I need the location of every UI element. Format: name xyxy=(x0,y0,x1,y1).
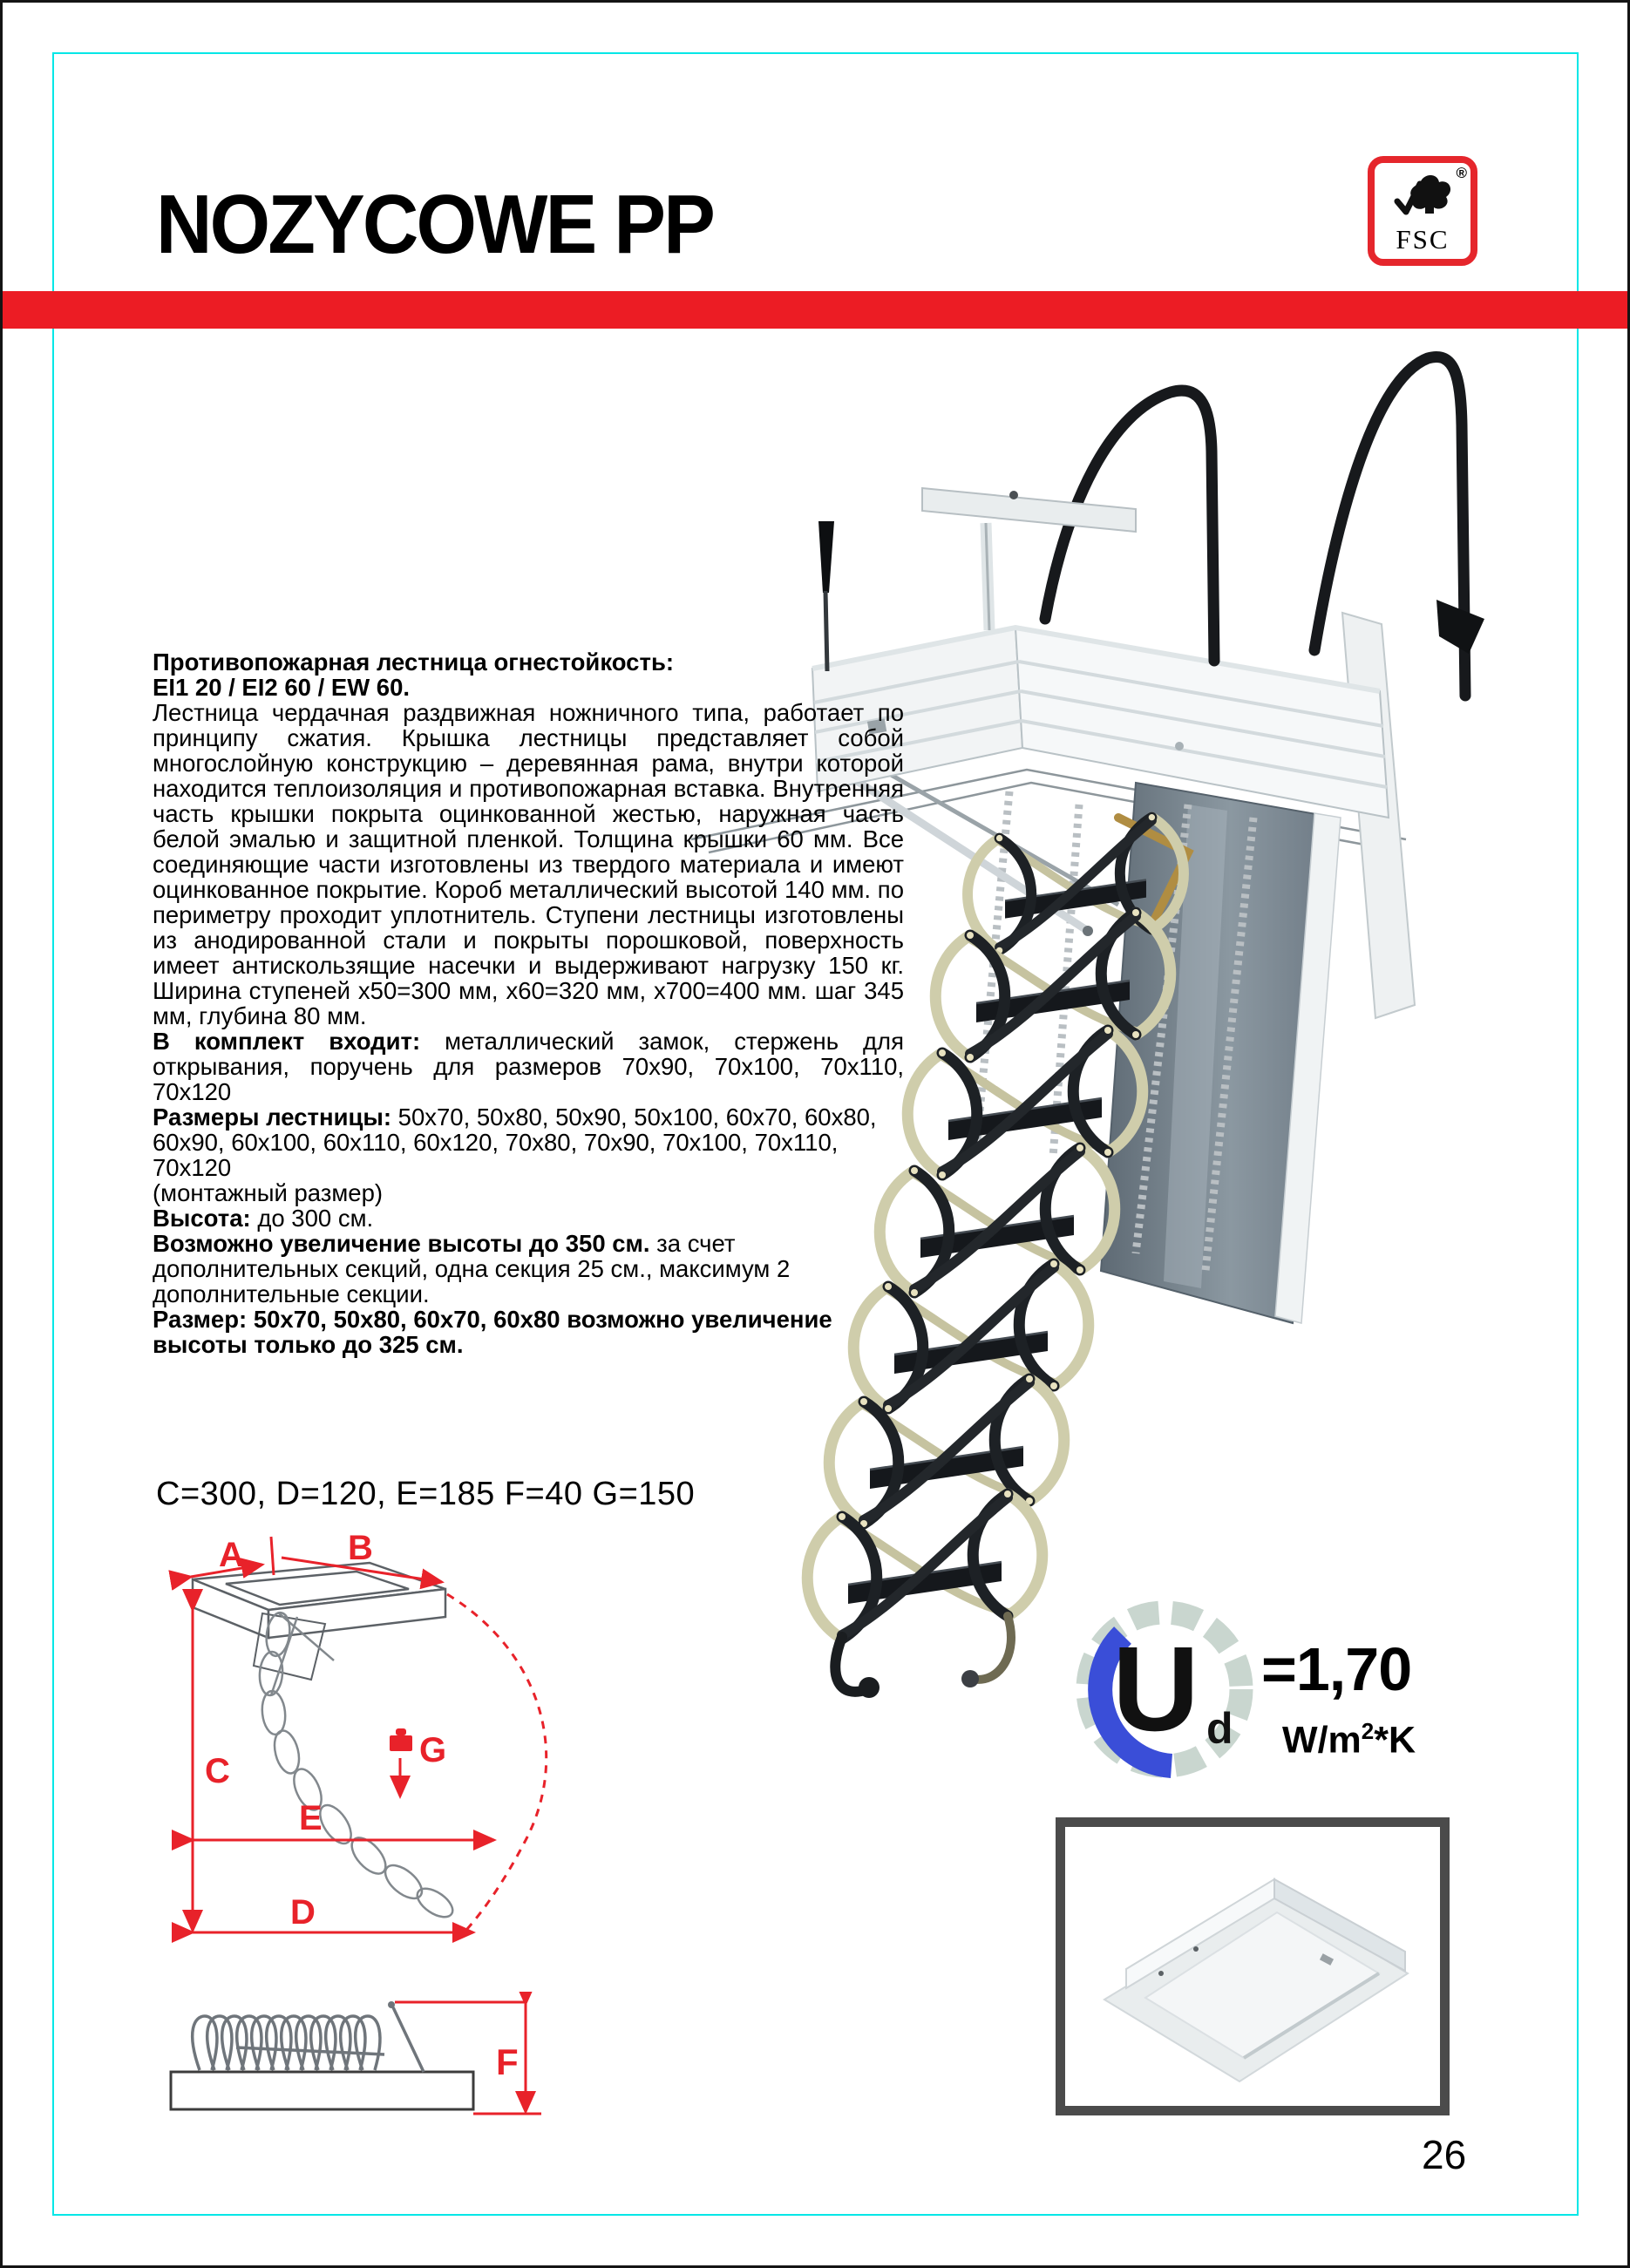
diagram-weight-icon xyxy=(390,1728,412,1751)
label-f: F xyxy=(496,2041,519,2082)
height-text: до 300 см. xyxy=(250,1205,374,1232)
label-c: C xyxy=(205,1752,230,1790)
u-value-unit xyxy=(1282,1718,1416,1762)
increase-text: за счет дополнительных секций, одна секция 25 см., максимум 2 дополнительные секции. xyxy=(153,1230,791,1307)
handrail-right xyxy=(1314,356,1484,696)
kit-text: металлический замок, стержень для открывания, поручень для размеров 70x90, 70x100, 70x110, 70x120 xyxy=(153,1028,904,1105)
sizes-note: (монтажный размер) xyxy=(153,1179,384,1206)
fsc-tree-icon xyxy=(1389,168,1457,222)
u-symbol: U xyxy=(1112,1622,1199,1756)
label-e: E xyxy=(299,1799,323,1837)
u-subscript: d xyxy=(1206,1704,1233,1753)
unit-w: W/m xyxy=(1282,1719,1362,1762)
label-g: G xyxy=(419,1731,447,1769)
description-column xyxy=(153,649,904,1357)
label-b: B xyxy=(348,1530,373,1567)
description-body: Лестница чердачная раздвижная ножничного типа, работает по принципу сжатия. Крышка лестницы представляет собой многослойную конструкцию – деревянная рама, внутри которой находится теплоизоляция и противопожарная вставка. Внутренняя часть крышки покрыта оцинкованной жестью, наружная часть белой эмалью и защитной пленкой. Толщина крышки 60 мм. Все соединяющие части изготовлены из твердого материала и имеют оцинкованное покрытие. Короб металлический высотой 140 мм. по периметру проходит уплотнитель. Ступени лестницы изготовлены из анодированной стали и покрыты порошковой, поверхность имеет антискользящие насечки и выдерживают нагрузку 150 кг. Ширина ступеней x50=300 мм, x60=320 мм, x700=400 мм. шаг 345 мм, глубина 80 мм. xyxy=(153,699,904,1029)
diagram-board xyxy=(171,2072,473,2109)
label-a: A xyxy=(219,1536,244,1574)
fsc-label: FSC xyxy=(1396,224,1450,255)
size-limit-note: Размер: 50x70, 50x80, 60x70, 60x80 возможно увеличение высоты только до 325 см. xyxy=(153,1306,832,1358)
red-divider-bar xyxy=(3,291,1627,329)
height-label: Высота: xyxy=(153,1205,251,1232)
increase-label: Возможно увеличение высоты до 350 см. xyxy=(153,1230,650,1257)
closed-hatch-photo-frame xyxy=(1056,1817,1450,2115)
folded-ladder-diagram xyxy=(132,1992,585,2149)
u-ring-icon xyxy=(1069,1593,1260,1785)
dimensions-line: C=300, D=120, E=185 F=40 G=150 xyxy=(156,1476,696,1512)
coil-apex-pin xyxy=(388,2001,395,2008)
sizes-text: 50x70, 50x80, 50x90, 50x100, 60x70, 60x80, 60x90, 60x100, 60x110, 60x120, 70x80, 70x90, 70x100, 70x110, 70x120 xyxy=(153,1103,877,1181)
u-value-badge xyxy=(1064,1589,1452,1798)
t-handle xyxy=(922,488,1136,630)
unit-k: *K xyxy=(1374,1719,1416,1762)
unit-exp: 2 xyxy=(1361,1718,1375,1744)
fire-rating-classes: EI1 20 / EI2 60 / EW 60. xyxy=(153,674,411,701)
increase-paragraph xyxy=(153,1231,904,1307)
kit-paragraph xyxy=(153,1029,904,1104)
sizes-label: Размеры лестницы: xyxy=(153,1103,392,1131)
diagram-hatch-box xyxy=(193,1563,445,1680)
folded-coils xyxy=(193,2007,424,2072)
fsc-logo xyxy=(1368,156,1477,266)
sizes-paragraph xyxy=(153,1104,904,1180)
page-number: 26 xyxy=(1422,2132,1467,2177)
closed-hatch-photo xyxy=(1065,1827,1440,2106)
height-paragraph xyxy=(153,1205,904,1231)
registered-mark: ® xyxy=(1456,165,1467,181)
u-value-number: =1,70 xyxy=(1261,1635,1412,1703)
fire-rating-heading: Противопожарная лестница огнестойкость: xyxy=(153,648,675,676)
page-title: NOZYCOWE PP xyxy=(156,178,713,271)
label-d: D xyxy=(290,1893,316,1932)
kit-label: В комплект входит: xyxy=(153,1028,421,1055)
dimension-diagram xyxy=(132,1530,602,2000)
